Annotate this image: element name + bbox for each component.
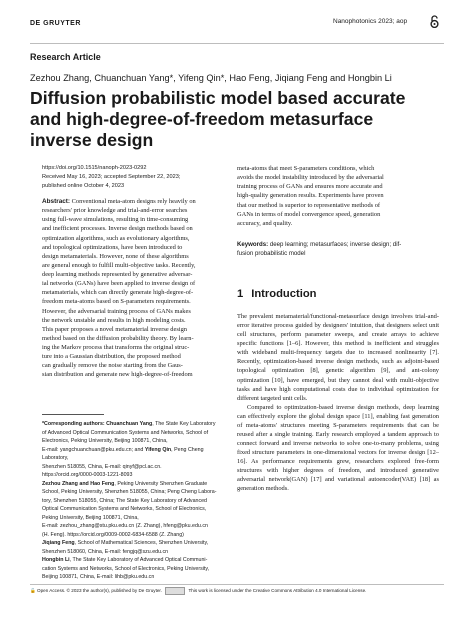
doi-link[interactable]: https://doi.org/10.1515/nanoph-2023-0292 (42, 165, 147, 171)
article-meta (42, 164, 180, 191)
abstract-line: avoids the model instability introduced by the adversarial (237, 174, 384, 182)
article-type: Research Article (30, 52, 101, 62)
footnote-author: *Corresponding authors: Chuanchuan Yang (42, 421, 153, 427)
abstract-line: that our method is superior to representative methods of (237, 201, 381, 209)
footnote-text: of Advanced Optical Communication Systems and Networks, School of (42, 429, 209, 436)
title-line: inverse design (30, 130, 154, 151)
author-affiliations (42, 420, 228, 582)
footnote-text: School, Peking University, Shenzhen 518055, China; Peng Cheng Labora- (42, 489, 217, 495)
abstract-line: and topological optimizations, have been introduced to (42, 243, 183, 251)
abstract (42, 197, 228, 380)
page-footer (30, 587, 366, 595)
footnote-text: Optical Communication Systems and Networks, School of Electronics, (42, 506, 207, 512)
title-line: Diffusion probabilistic model based accurate (30, 88, 406, 108)
footnote-text: , Peng Cheng Laboratory, (42, 446, 204, 461)
abstract-line: freedom meta-atoms based on S-parameters requirements. (42, 298, 191, 306)
title-line: and high-degree-of-freedom metasurface (30, 109, 374, 130)
abstract-line: high-quality generation results. Experiments have proven (237, 192, 384, 200)
abstract-line: accuracy, and quality. (237, 219, 293, 227)
section-title: Introduction (251, 288, 317, 300)
footnote-text: Shenzhen 518055, China, E-mail: qinyf@pcl.ac.cn. (42, 463, 162, 470)
abstract-line: sian distribution and generate new high-degree-of-freedom (42, 371, 193, 379)
footnote-text: Peking University, Beijing 100871, China, (42, 514, 139, 521)
abstract-line: the network unstable and results in high modeling costs. (42, 316, 186, 324)
abstract-line: are general enough to fulfill multi-objective tasks. Recently, (42, 261, 196, 269)
abstract-line: However, the adversarial training process of GANs makes (42, 307, 191, 315)
footnote-text: cation Systems and Networks, School of Electronics, Peking University, (42, 565, 210, 572)
paper-title (30, 88, 444, 152)
introduction-body (237, 312, 439, 494)
abstract-continuation (237, 164, 439, 228)
abstract-line: This paper proposes a novel metamaterial inverse design (42, 325, 187, 333)
footnote-text: E-mail: zezhou_zhang@stu.pku.edu.cn (Z. Zhang), hfeng@pku.edu.cn (42, 523, 208, 529)
abstract-line: method based on the diffusion probability theory. By learn- (42, 334, 194, 342)
footnote-text: tory, Shenzhen 518055, China; The State Key Laboratory of Advanced (42, 497, 208, 504)
paragraph: Compared to optimization-based inverse design methods, deep learning can effectively explore the global design space [11], enabling fast generation of meta-atoms' structures meeting S-parameters requirements that can be reused after a single training. Early research employed a tandem approach to connect forward and inverse networks to solve one-to-many problems, using fixed structure parameters in one-dimensional vectors for inverse design [12–16]. As performance requirements grew, researchers explored free-form structures with higher degrees of freedom, and introduced generative adversarial network(GAN) [17] and variational autoencoder(VAE) [18] as generation methods. (237, 403, 439, 493)
footnote-author: Yifeng Qin (144, 446, 172, 453)
section-number: 1 (237, 288, 244, 300)
cc-by-icon (165, 587, 185, 595)
footnote-text: E-mail: yangchuanchuan@pku.edu.cn; and (42, 446, 145, 453)
header-divider (30, 43, 444, 44)
author-list: Zezhou Zhang, Chuanchuan Yang*, Yifeng Qin*, Hao Feng, Jiqiang Feng and Hongbin Li (30, 73, 392, 83)
footnote-text: Shenzhen 518060, China, E-mail: fengjq@szu.edu.cn (42, 548, 169, 555)
copyright: © 2023 the author(s), published by De Gruyter. (66, 588, 162, 594)
footnote-text: Beijing 100871, China, E-mail: lihb@pku.edu.cn (42, 574, 155, 580)
keywords-text: deep learning; metasurfaces; inverse design; dif- (268, 241, 402, 248)
received-dates: Received May 16, 2023; accepted September 22, 2023; (42, 174, 181, 181)
abstract-line: metamaterials, which can directly generate high-degree-of- (42, 289, 194, 297)
published-date: published online October 4, 2023 (42, 183, 125, 190)
abstract-line: ing the Markov process that transforms the original struc- (42, 344, 190, 351)
footnote-author: Hongbin Li (42, 557, 70, 563)
footnote-text: (H. Feng). https://orcid.org/0009-0002-6834-6588 (Z. Zhang) (42, 531, 184, 538)
footnote-text: , The State Key Laboratory (152, 421, 216, 427)
keywords-text: fusion probabilistic model (237, 250, 306, 258)
footer-divider (30, 584, 444, 585)
keywords-label: Keywords: (237, 241, 269, 248)
abstract-line: training process of GANs and ensures more accurate and (237, 183, 383, 191)
footnote-divider (42, 414, 104, 415)
abstract-line: Conventional meta-atom designs rely heavily on (70, 198, 196, 205)
abstract-line: deep learning methods represented by generative adversar- (42, 271, 193, 278)
abstract-line: design metamaterials. However, none of these algorithms (42, 252, 189, 260)
orcid-link[interactable]: https://orcid.org/0000-0003-1221-8093 (42, 472, 133, 478)
abstract-line: meta-atoms that meet S-parameters conditions, which (237, 165, 375, 172)
abstract-line: can gradually remove the noise starting from the Gaus- (42, 362, 183, 370)
abstract-line: using full-wave simulations, resulting in time-consuming (42, 216, 189, 224)
open-lock-icon (429, 15, 440, 28)
abstract-line: ture into a Gaussian distribution, the proposed method (42, 353, 181, 361)
abstract-line: researchers' prior knowledge and trial-and-error searches (42, 207, 188, 215)
footnote-author: Zezhou Zhang and Hao Feng (42, 480, 115, 487)
footnote-author: Jiqiang Feng (42, 540, 75, 546)
section-heading (237, 288, 316, 300)
license-text: This work is licensed under the Creative Commons Attribution 4.0 International License. (188, 588, 367, 594)
journal-citation: Nanophotonics 2023; aop (333, 18, 408, 25)
abstract-line: GANs in terms of model convergence speed, generation (237, 210, 381, 218)
footnote-text: , School of Mathematical Sciences, Shenzhen University, (74, 540, 209, 546)
abstract-line: ial networks (GANs) have been applied to inverse design of (42, 280, 196, 288)
footnote-text: , Peking University Shenzhen Graduate (114, 480, 208, 487)
open-access-icon: 🔓 (30, 588, 36, 594)
keywords (237, 240, 439, 258)
abstract-label: Abstract: (42, 198, 71, 205)
publisher-name: DE GRUYTER (30, 20, 81, 27)
abstract-line: and inefficient processes. Inverse design methods based on (42, 225, 193, 233)
abstract-line: optimization algorithms, such as evolutionary algorithms, (42, 234, 190, 242)
open-access-label: Open Access. (37, 588, 66, 594)
paragraph: The prevalent metamaterial/functional-metasurface design involves trial-and-error iterative process guided by designers' intuition, that designers select unit cell structures, perform parameter sweeps, and create arrays to achieve specific functions [1–6]. However, this method is inefficient and struggles with wideband multi-frequency targets due to increased nonlinearity [7]. Recently, optimization-based inverse design methods, such as adjoint-based topological optimization [8], genetic algorithm [9], and ant-colony optimization [10], have emerged, but they cannot deal with multi-objective tasks and have high computational costs due to individual optimization for different targeted unit cells. (237, 313, 439, 402)
footnote-text: , The State Key Laboratory of Advanced Optical Communi- (69, 557, 208, 563)
footnote-text: Electronics, Peking University, Beijing 100871, China, (42, 438, 168, 444)
